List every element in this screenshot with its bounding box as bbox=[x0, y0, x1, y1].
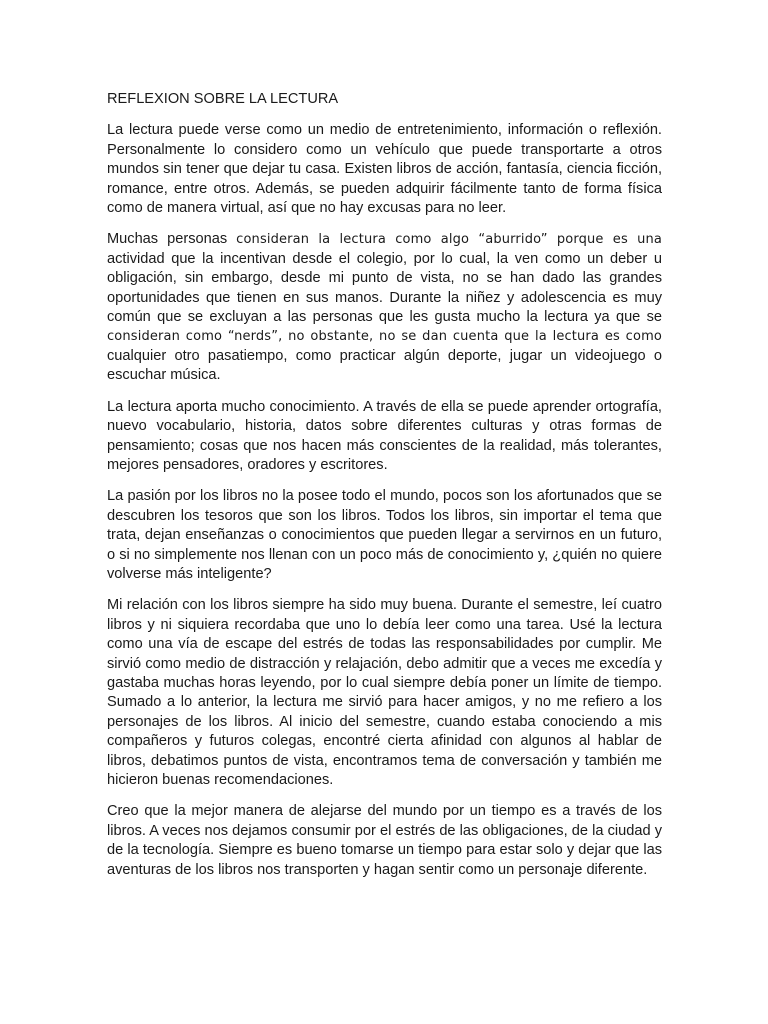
paragraph-5: Mi relación con los libros siempre ha sido muy buena. Durante el semestre, leí cuatro libros y ni siquiera recordaba que uno lo debía leer como una tarea. Usé la lectura como una vía de escape del estrés de todas las responsabilidades por cumplir. Me sirvió como medio de distracción y relajación, debo admitir que a veces me excedía y gastaba muchas horas leyendo, por lo cual siempre debía poner un límite de tiempo. Sumado a lo anterior, la lectura me sirvió para hacer amigos, y no me refiero a los personajes de los libros. Al inicio del semestre, cuando estaba conociendo a mis compañeros y futuros colegas, encontré cierta afinidad con algunos al hablar de libros, debatimos puntos de vista, encontramos tema de conversación y también me hicieron buenas recomendaciones. bbox=[107, 597, 662, 788]
paragraph-2-part-a: Muchas personas bbox=[107, 231, 237, 248]
paragraph-2-part-d: consideran como “nerds”, no obstante, no se dan cuenta que la lectura es como bbox=[107, 329, 662, 345]
paragraph-2-part-e: cualquier otro pasatiempo, como practicar algún deporte, jugar un videojuego o escuchar música. bbox=[107, 347, 662, 384]
paragraph-1: La lectura puede verse como un medio de entretenimiento, información o reflexión. Personalmente lo considero como un vehículo que puede transportarte a otros mundos sin tener que dejar tu casa. Existen libros de acción, fantasía, ciencia ficción, romance, entre otros. Además, se pueden adquirir fácilmente tanto de forma física como de manera virtual, así que no hay excusas para no leer. bbox=[107, 122, 662, 217]
paragraph-3: La lectura aporta mucho conocimiento. A través de ella se puede aprender ortografía, nuevo vocabulario, historia, datos sobre diferentes culturas y otras formas de pensamiento; cosas que nos hacen más conscientes de la realidad, más tolerantes, mejores pensadores, oradores y escritores. bbox=[107, 398, 662, 473]
paragraph-2-part-b: consideran la lectura como algo “aburrido” porque es una bbox=[236, 232, 662, 248]
paragraph-2 bbox=[107, 230, 662, 385]
document-title: REFLEXION SOBRE LA LECTURA bbox=[107, 91, 339, 107]
paragraph-6: Creo que la mejor manera de alejarse del mundo por un tiempo es a través de los libros. A veces nos dejamos consumir por el estrés de las obligaciones, de la ciudad y de la tecnología. Siempre es bueno tomarse un tiempo para estar solo y dejar que las aventuras de los libros nos transporten y hagan sentir como un personaje diferente. bbox=[107, 803, 662, 878]
document-body bbox=[107, 90, 662, 892]
paragraph-2-part-c: actividad que la incentivan desde el colegio, por lo cual, la ven como un deber u obligación, sin embargo, desde mi punto de vista, no se han dado las grandes oportunidades que tienen en sus manos. Durante la niñez y adolescencia es muy común que se excluyan a las personas que les gusta mucho la lectura ya que se bbox=[107, 250, 662, 326]
paragraph-4: La pasión por los libros no la posee todo el mundo, pocos son los afortunados que se descubren los tesoros que son los libros. Todos los libros, sin importar el tema que trata, dejan enseñanzas o conocimientos que pueden llegar a servirnos en un futuro, o si no simplemente nos llenan con un poco más de conocimiento y, ¿quién no quiere volverse más inteligente? bbox=[107, 488, 662, 582]
